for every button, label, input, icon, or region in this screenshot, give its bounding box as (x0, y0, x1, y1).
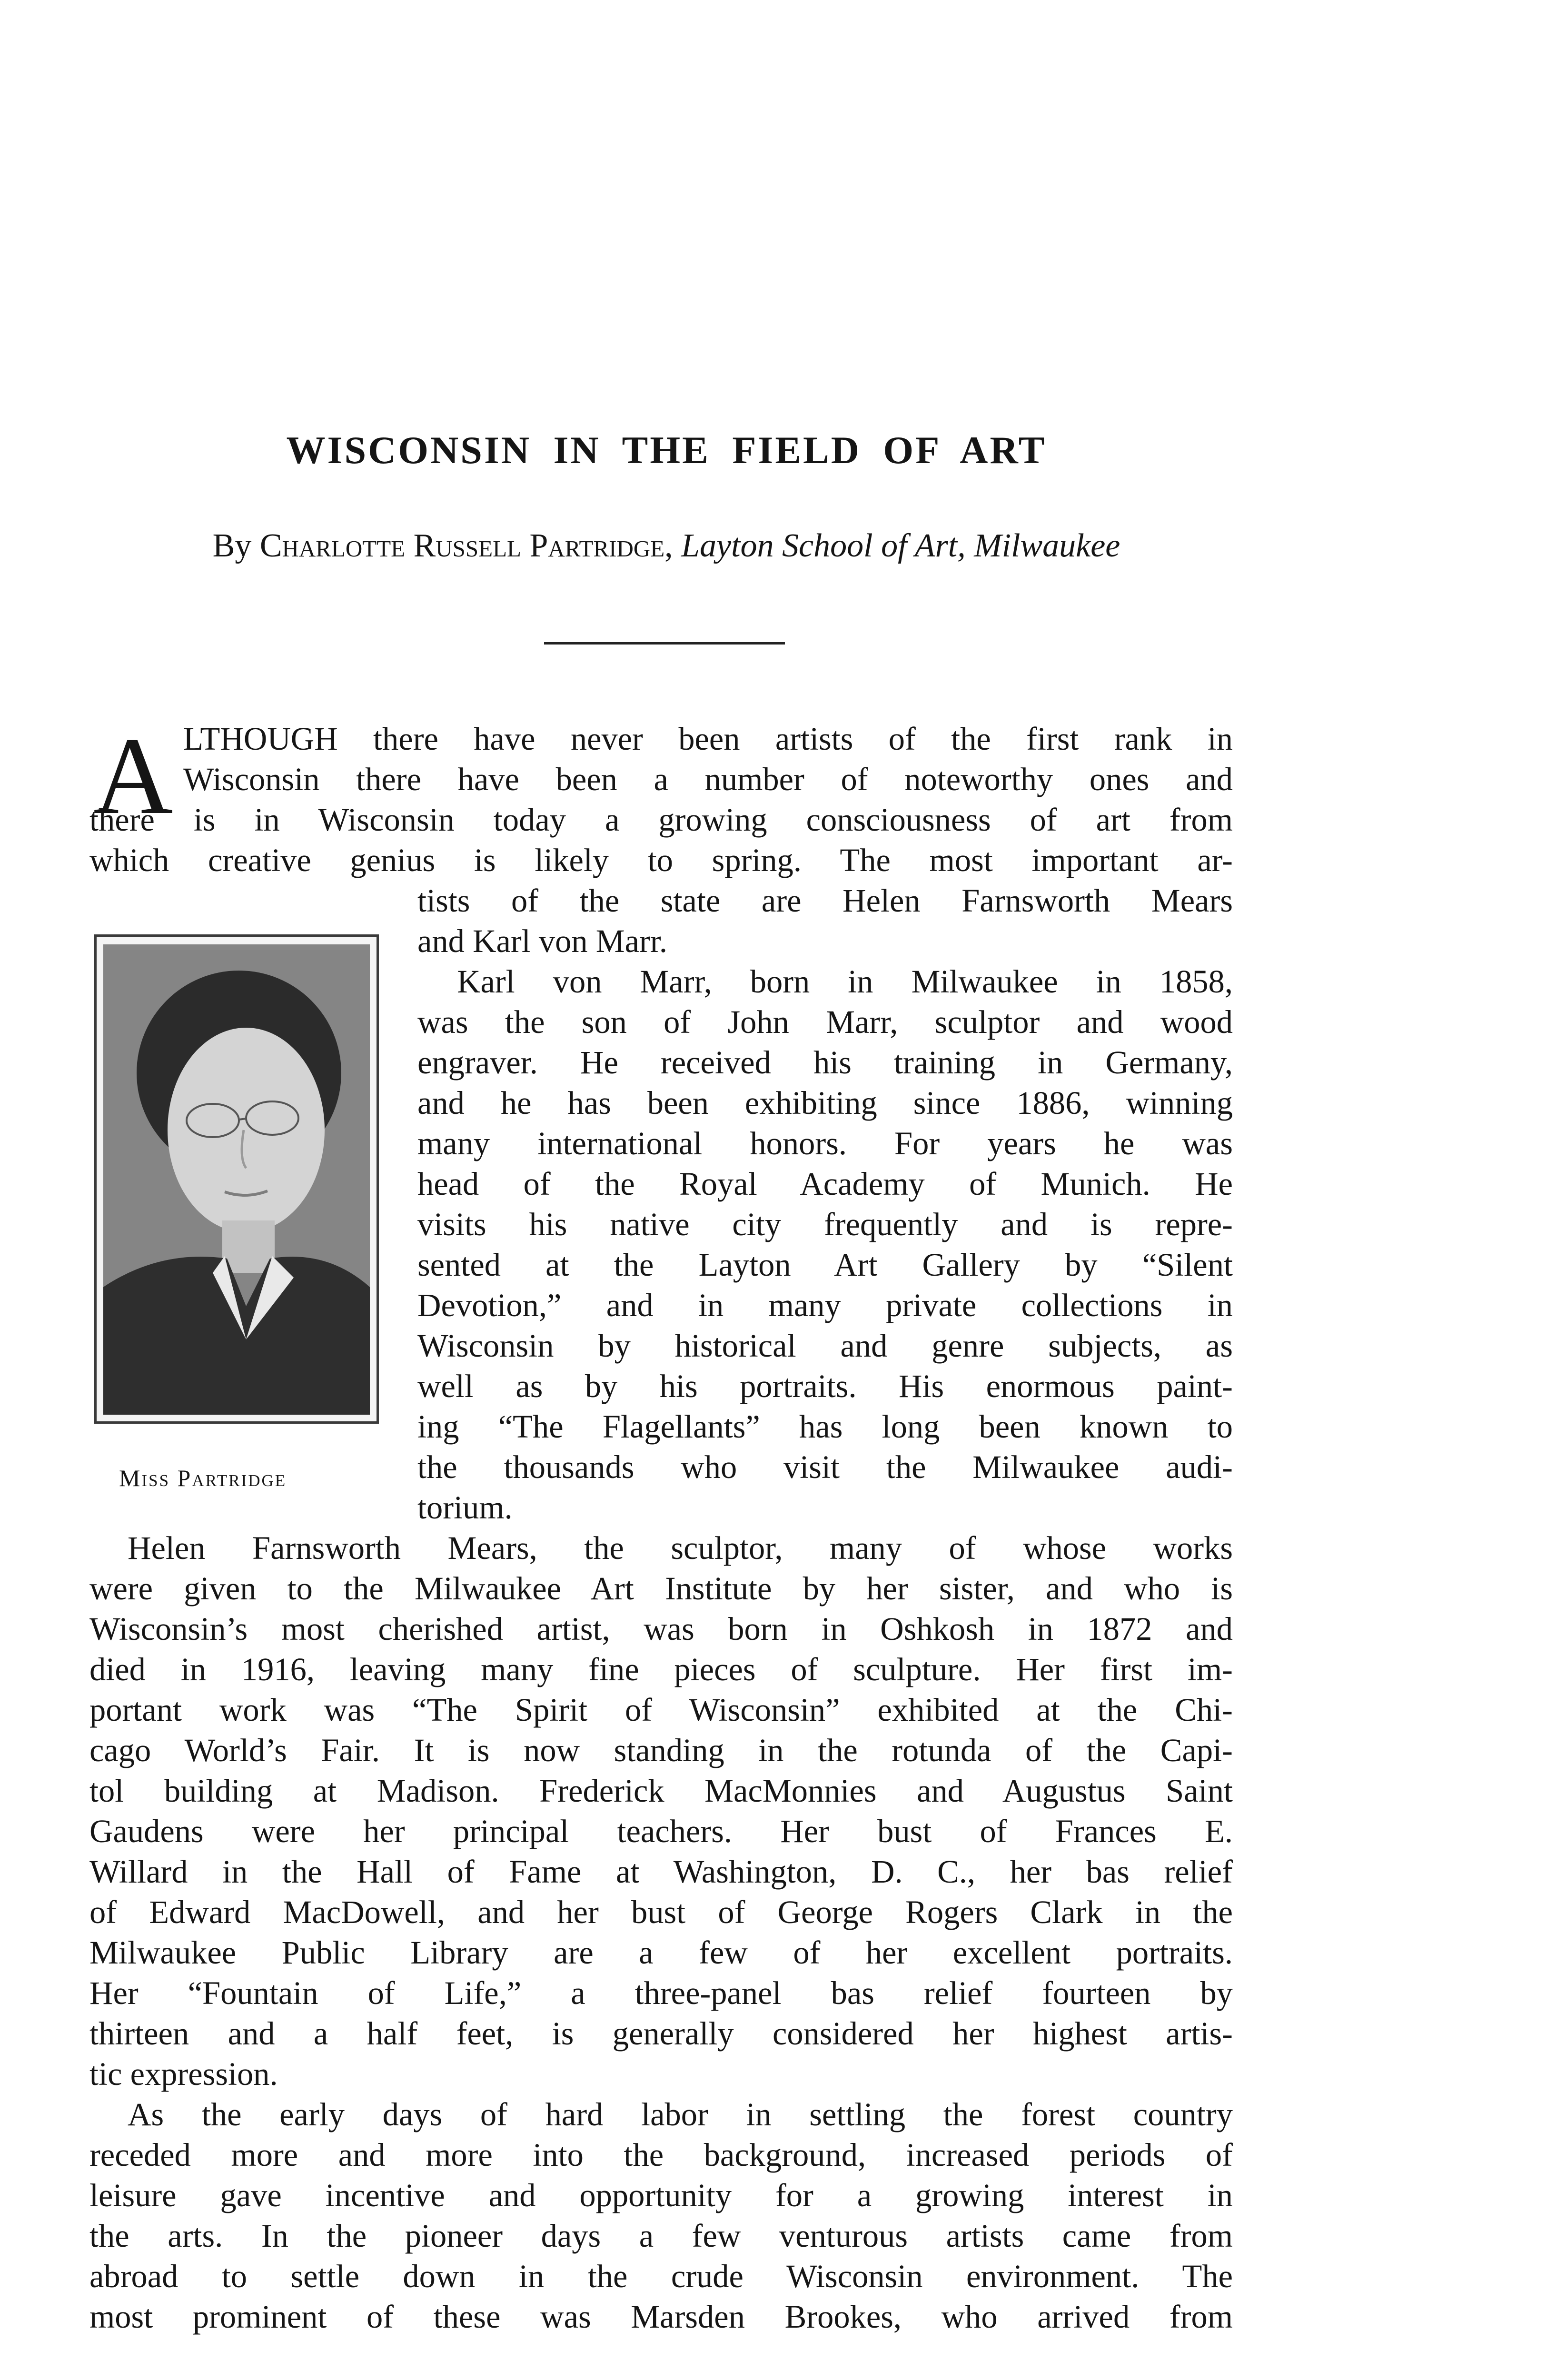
article-text-line: head of the Royal Academy of Munich. He (417, 1166, 1233, 1202)
article-text-line: tic expression. (89, 2056, 278, 2092)
article-text-line: Karl von Marr, born in Milwaukee in 1858, (457, 963, 1233, 1000)
article-text-line: Helen Farnsworth Mears, the sculptor, many of whose works (128, 1530, 1233, 1566)
article-text-line: which creative genius is likely to spring. The most important ar- (89, 842, 1233, 878)
byline (95, 529, 1238, 563)
article-text-line: and he has been exhibiting since 1886, winning (417, 1085, 1233, 1121)
article-text-line: visits his native city frequently and is repre- (417, 1206, 1233, 1242)
article-text-line: and Karl von Marr. (417, 923, 668, 959)
article-text-line: there is in Wisconsin today a growing consciousness of art from (89, 802, 1233, 838)
portrait-photo-frame (94, 934, 379, 1424)
article-text-line: tists of the state are Helen Farnsworth Mears (417, 883, 1233, 919)
article-text-line: ing “The Flagellants” has long been known to (417, 1408, 1233, 1445)
article-text-line: LTHOUGH there have never been artists of the first rank in (183, 721, 1233, 757)
article-text-line: tol building at Madison. Frederick MacMonnies and Augustus Saint (89, 1773, 1233, 1809)
article-text-line: the arts. In the pioneer days a few venturous artists came from (89, 2218, 1233, 2254)
article-text-line: were given to the Milwaukee Art Institute by her sister, and who is (89, 1570, 1233, 1606)
article-text-line: Wisconsin’s most cherished artist, was born in Oshkosh in 1872 and (89, 1611, 1233, 1647)
article-text-line: cago World’s Fair. It is now standing in the rotunda of the Capi- (89, 1732, 1233, 1768)
article-text-line: Milwaukee Public Library are a few of her excellent portraits. (89, 1934, 1233, 1971)
article-text-line: thirteen and a half feet, is generally considered her highest artis- (89, 2015, 1233, 2052)
article-text-line: Wisconsin there have been a number of noteworthy ones and (183, 761, 1233, 797)
article-text-line: Her “Fountain of Life,” a three-panel bas relief fourteen by (89, 1975, 1233, 2011)
byline-author: Charlotte Russell Partridge, (259, 527, 673, 564)
article-text-line: As the early days of hard labor in settling the forest country (128, 2096, 1233, 2132)
article-text-line: most prominent of these was Marsden Brookes, who arrived from (89, 2299, 1233, 2335)
article-text-line: Devotion,” and in many private collections in (417, 1287, 1233, 1323)
article-text-line: torium. (417, 1489, 513, 1526)
article-text-line: was the son of John Marr, sculptor and wood (417, 1004, 1233, 1040)
article-text-line: abroad to settle down in the crude Wisconsin environment. The (89, 2258, 1233, 2294)
drop-cap: A (93, 715, 173, 837)
article-text-line: Gaudens were her principal teachers. Her bust of Frances E. (89, 1813, 1233, 1849)
article-text-line: receded more and more into the background, increased periods of (89, 2137, 1233, 2173)
article-title: WISCONSIN IN THE FIELD OF ART (286, 428, 1047, 472)
article-text-line: died in 1916, leaving many fine pieces of sculpture. Her first im- (89, 1651, 1233, 1687)
article-text-line: many international honors. For years he was (417, 1125, 1233, 1161)
article-text-line: of Edward MacDowell, and her bust of George Rogers Clark in the (89, 1894, 1233, 1930)
article-text-line: the thousands who visit the Milwaukee audi- (417, 1449, 1233, 1485)
title-divider (544, 642, 785, 645)
article-text-line: engraver. He received his training in Germany, (417, 1044, 1233, 1081)
byline-prefix: By (212, 527, 260, 564)
article-text-line: leisure gave incentive and opportunity for a growing interest in (89, 2177, 1233, 2213)
byline-affiliation: Layton School of Art, Milwaukee (681, 527, 1120, 564)
article-text-line: portant work was “The Spirit of Wisconsin” exhibited at the Chi- (89, 1692, 1233, 1728)
photo-caption: Miss Partridge (119, 1465, 287, 1491)
article-text-line: Wisconsin by historical and genre subjects, as (417, 1328, 1233, 1364)
article-text-line: well as by his portraits. His enormous paint- (417, 1368, 1233, 1404)
portrait-photo (103, 944, 370, 1415)
article-text-line: Willard in the Hall of Fame at Washington, D. C., her bas relief (89, 1854, 1233, 1890)
article-text-line: sented at the Layton Art Gallery by “Silent (417, 1247, 1233, 1283)
